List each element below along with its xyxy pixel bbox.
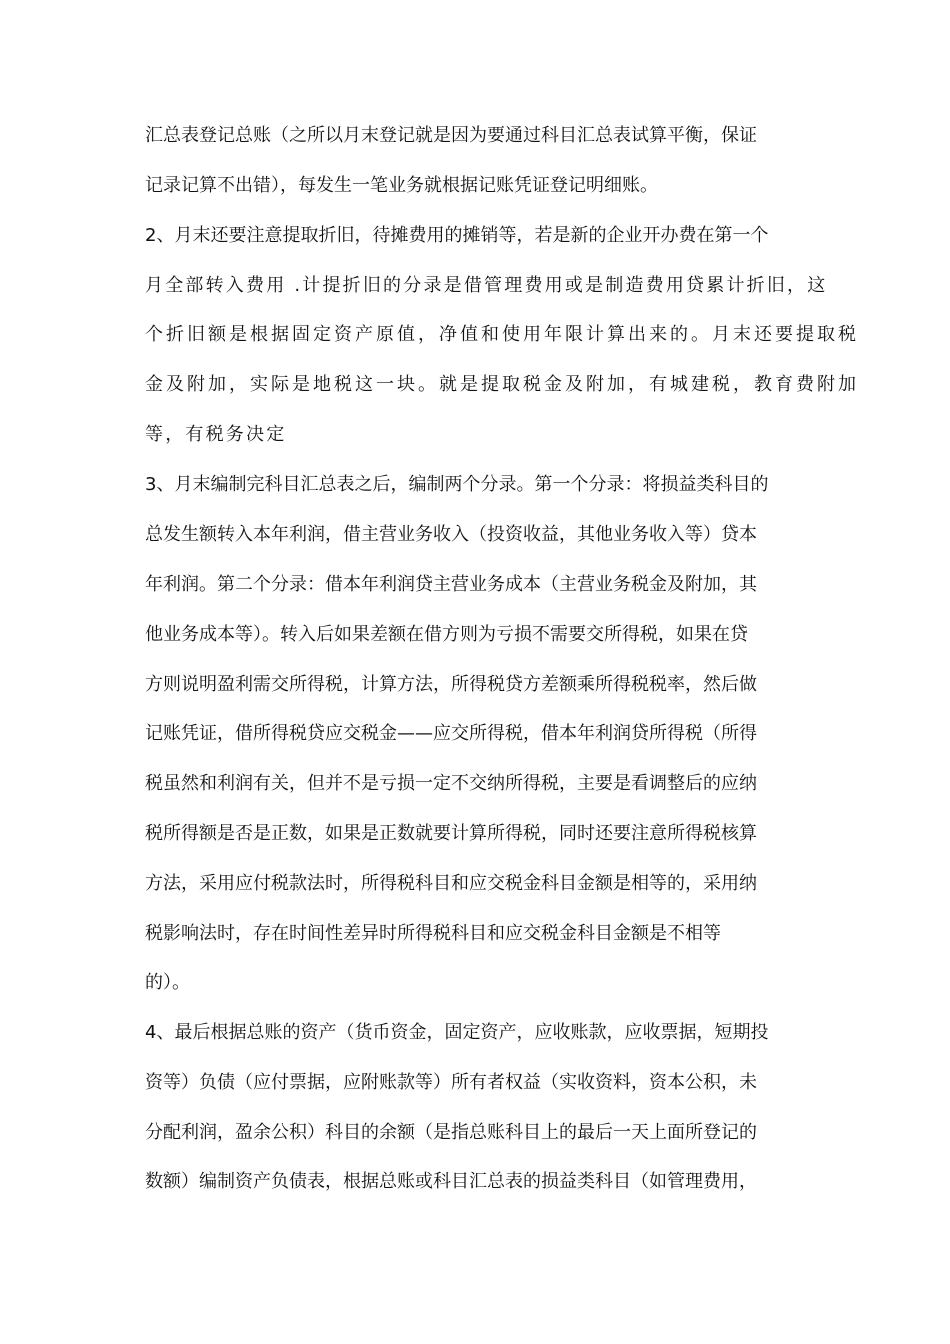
text-line: 金及附加，实际是地税这一块。就是提取税金及附加，有城建税，教育费附加 <box>145 374 859 395</box>
text-line: 等，有税务决定 <box>145 424 287 445</box>
text-line: 年利润。第二个分录：借本年利润贷主营业务成本（主营业务税金及附加，其 <box>145 574 757 595</box>
text-line: 2、月末还要注意提取折旧，待摊费用的摊销等，若是新的企业开办费在第一个 <box>145 225 769 246</box>
text-line: 3、月末编制完科目汇总表之后，编制两个分录。第一个分录：将损益类科目的 <box>145 474 769 495</box>
text-line: 税虽然和利润有关，但并不是亏损一定不交纳所得税，主要是看调整后的应纳 <box>145 773 757 794</box>
text-line: 税影响法时，存在时间性差异时所得税科目和应交税金科目金额是不相等 <box>145 923 721 944</box>
text-line: 资等）负债（应付票据，应附账款等）所有者权益（实收资料，资本公积，未 <box>145 1072 757 1093</box>
text-line: 分配利润，盈余公积）科目的余额（是指总账科目上的最后一天上面所登记的 <box>145 1122 757 1143</box>
text-line: 记账凭证，借所得税贷应交税金——应交所得税，借本年利润贷所得税（所得 <box>145 723 757 744</box>
text-line: 他业务成本等）。转入后如果差额在借方则为亏损不需要交所得税，如果在贷 <box>145 624 748 645</box>
text-line: 汇总表登记总账（之所以月末登记就是因为要通过科目汇总表试算平衡，保证 <box>145 125 757 146</box>
text-line: 总发生额转入本年利润，借主营业务收入（投资收益，其他业务收入等）贷本 <box>145 524 757 545</box>
text-line: 税所得额是否是正数，如果是正数就要计算所得税，同时还要注意所得税核算 <box>145 823 757 844</box>
text-line: 记录记算不出错），每发生一笔业务就根据记账凭证登记明细账。 <box>145 175 658 196</box>
text-line: 数额）编制资产负债表，根据总账或科目汇总表的损益类科目（如管理费用， <box>145 1171 757 1192</box>
text-line: 月全部转入费用 .计提折旧的分录是借管理费用或是制造费用贷累计折旧，这 <box>145 275 828 296</box>
text-line: 方则说明盈利需交所得税，计算方法，所得税贷方差额乘所得税税率，然后做 <box>145 674 757 695</box>
text-line: 个折旧额是根据固定资产原值，净值和使用年限计算出来的。月末还要提取税 <box>145 324 859 345</box>
text-line: 4、最后根据总账的资产（货币资金，固定资产，应收账款，应收票据，短期投 <box>145 1022 769 1043</box>
text-line: 方法，采用应付税款法时，所得税科目和应交税金科目金额是相等的，采用纳 <box>145 873 757 894</box>
text-line: 的）。 <box>145 972 190 993</box>
